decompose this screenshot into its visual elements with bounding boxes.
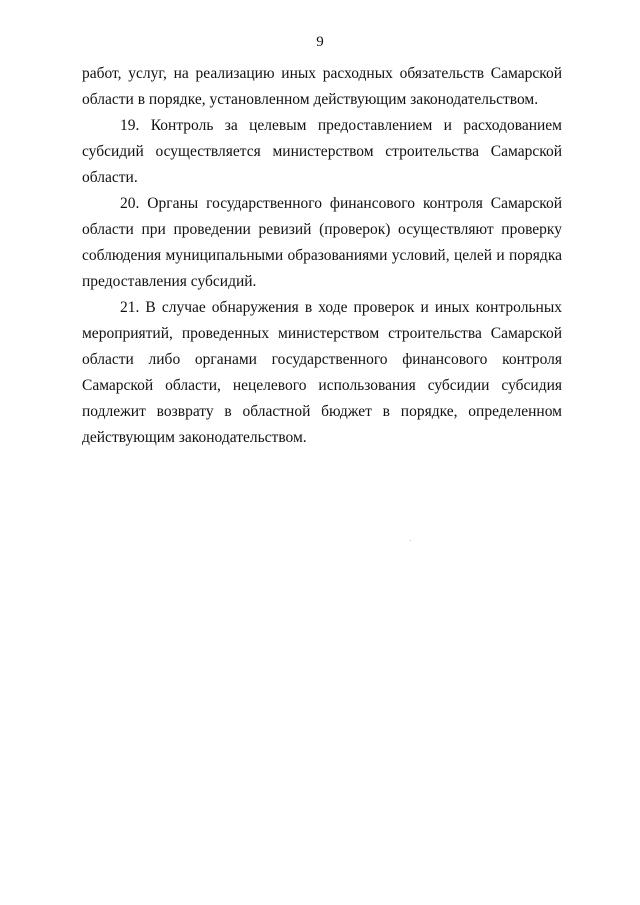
text-line: области при проведении ревизий (проверок) осуществляют проверку: [82, 221, 562, 238]
text-line: 21. В случае обнаружения в ходе проверок и иных контрольных: [120, 299, 562, 316]
text-line: предоставления субсидий.: [82, 273, 257, 290]
text-line: действующим законодательством.: [82, 429, 307, 446]
text-line: 20. Органы государственного финансового контроля Самарской: [120, 195, 562, 212]
text-line: соблюдения муниципальными образованиями условий, целей и порядка: [82, 247, 562, 264]
text-line: работ, услуг, на реализацию иных расходных обязательств Самарской: [82, 65, 562, 82]
text-line: подлежит возврату в областной бюджет в порядке, определенном: [82, 403, 562, 420]
text-line: субсидий осуществляется министерством строительства Самарской: [82, 143, 562, 160]
page-number: 9: [316, 34, 324, 50]
text-line: мероприятий, проведенных министерством строительства Самарской: [82, 325, 562, 342]
text-line: области либо органами государственного финансового контроля: [82, 351, 562, 368]
text-line: 19. Контроль за целевым предоставлением и расходованием: [120, 117, 562, 134]
scan-speck: [410, 540, 411, 541]
text-line: области.: [82, 169, 138, 186]
text-line: области в порядке, установленном действующим законодательством.: [82, 91, 539, 108]
text-line: Самарской области, нецелевого использования субсидии субсидия: [82, 377, 562, 394]
